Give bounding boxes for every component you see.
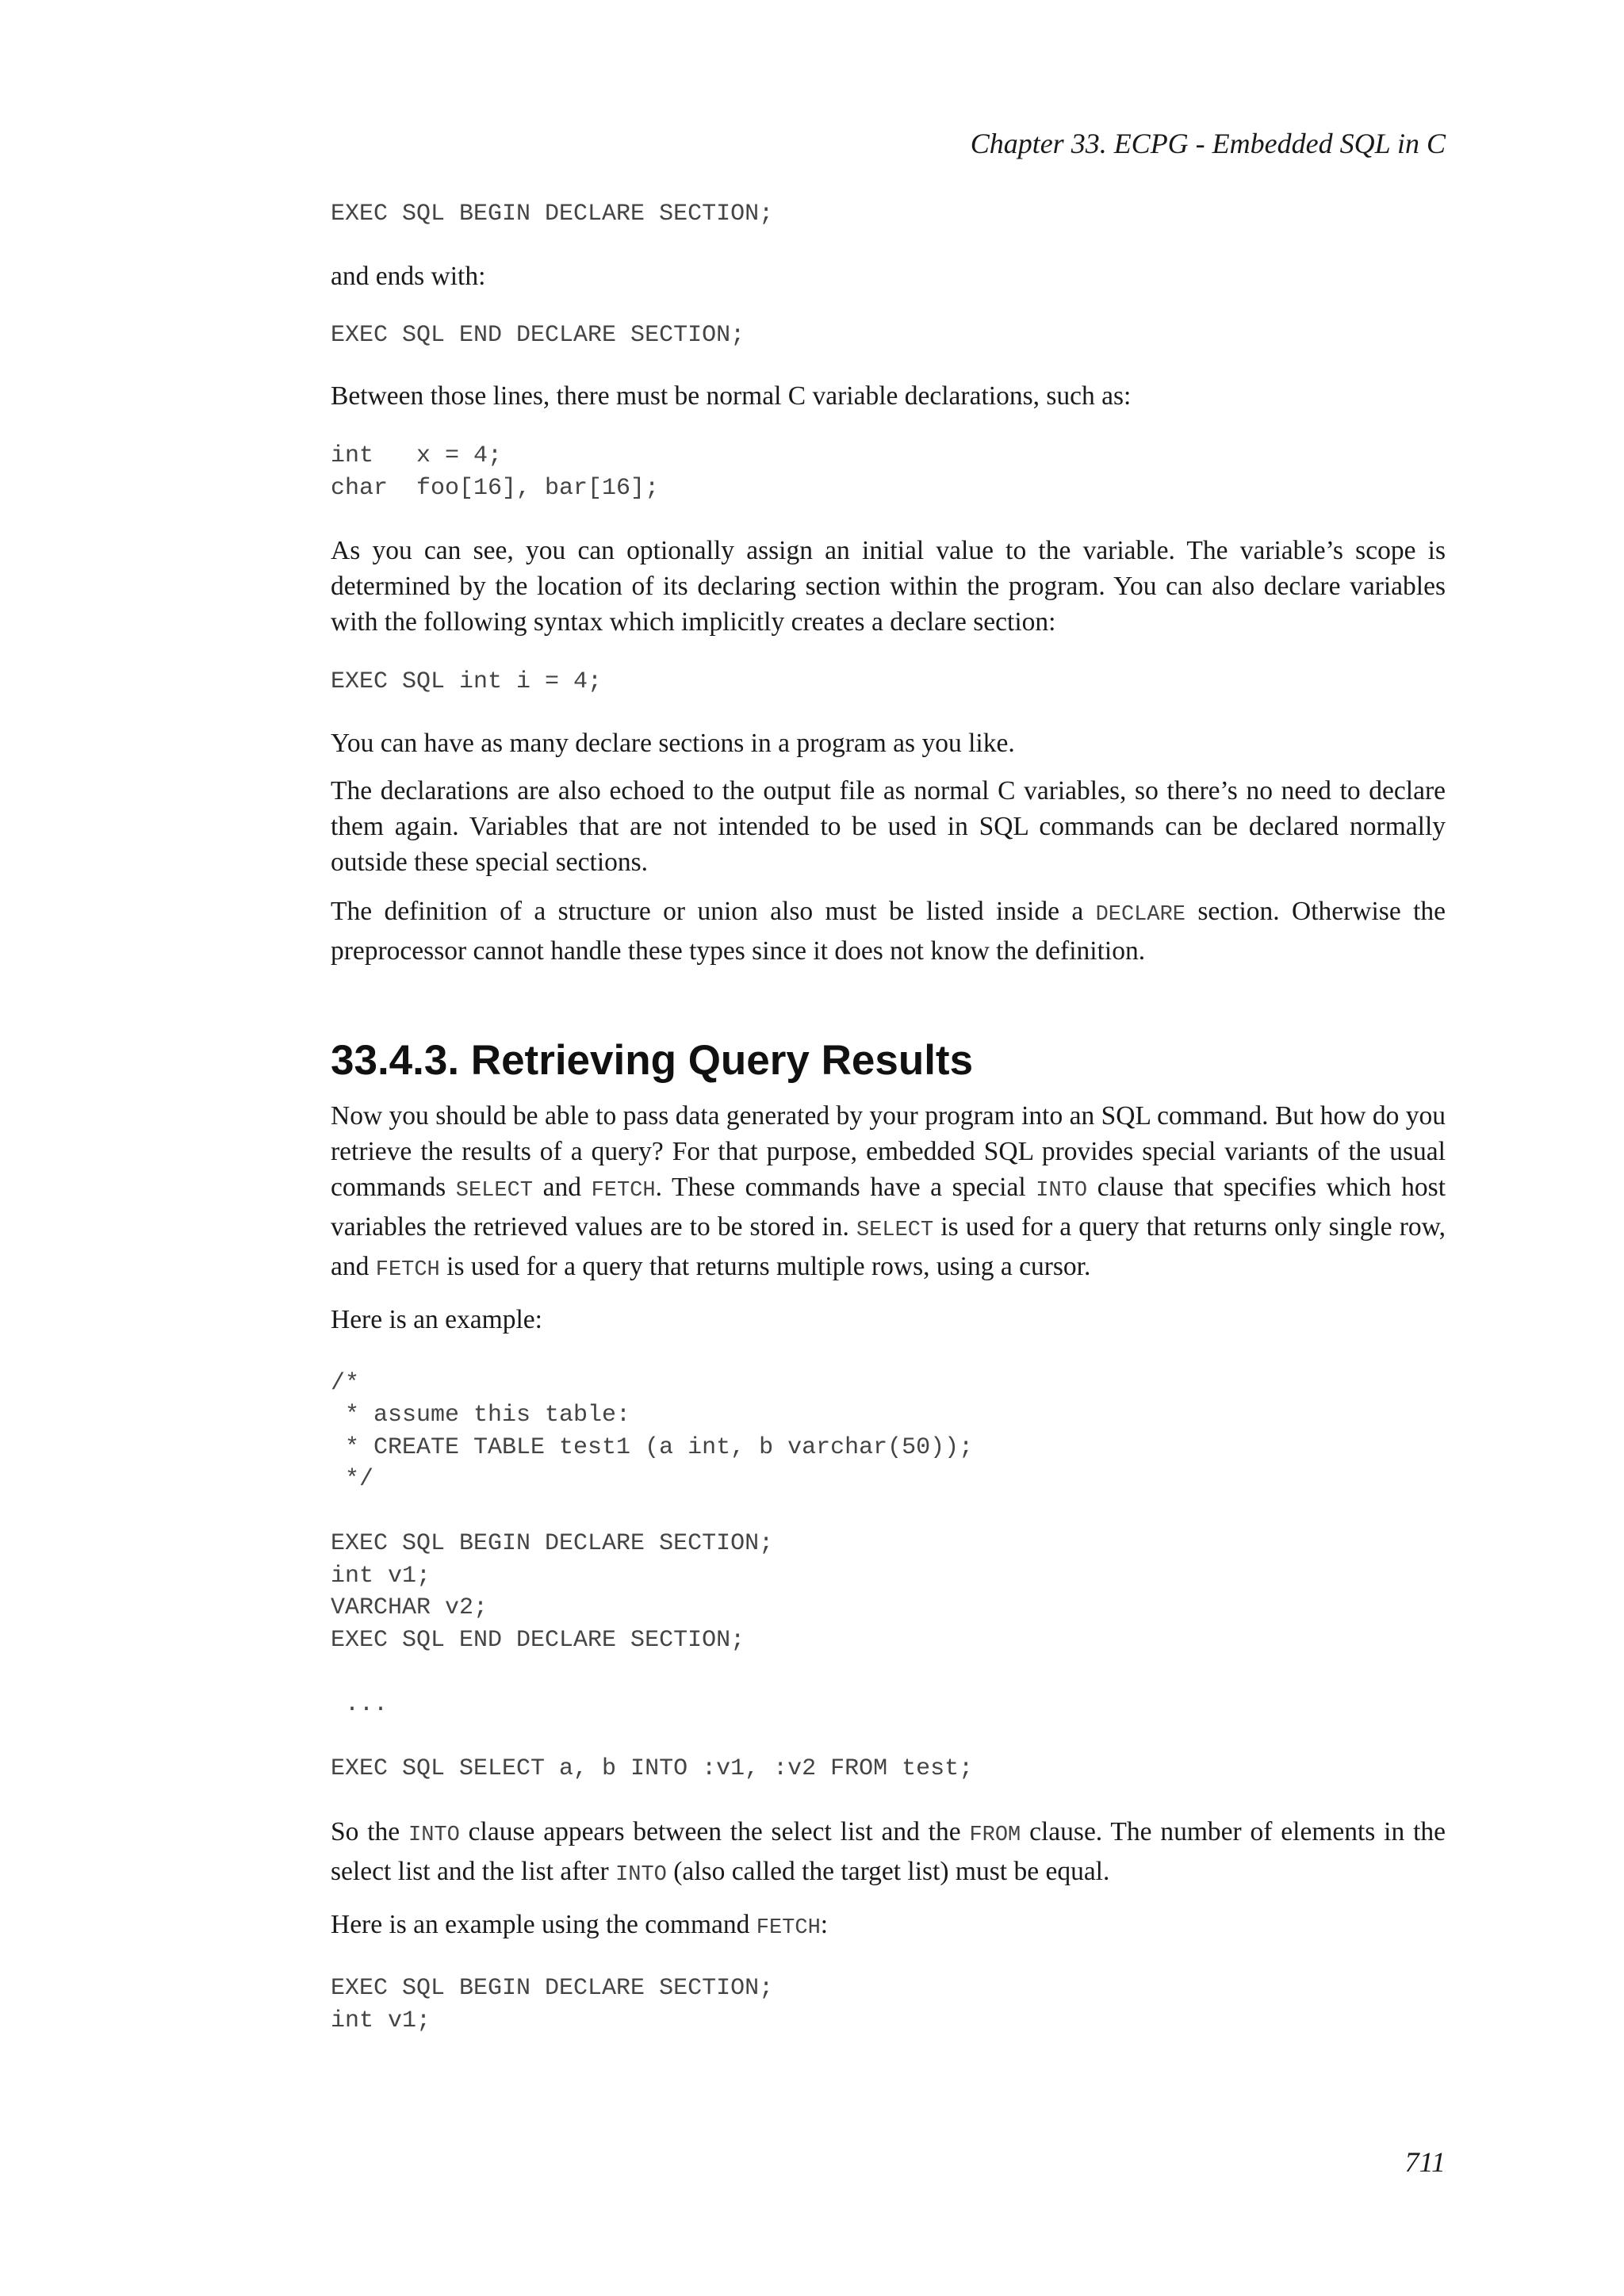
paragraph: Here is an example using the command FETCH: <box>331 1910 829 1940</box>
inline-code: DECLARE <box>1095 902 1185 927</box>
section-heading: 33.4.3. Retrieving Query Results <box>331 1036 974 1084</box>
code-block: EXEC SQL int i = 4; <box>331 668 603 695</box>
paragraph: The declarations are also echoed to the output file as normal C variables, so there’s no need to declare them again. Variables that are not intended to be used in SQL commands can be declared normally outside these special sections. <box>331 775 1446 877</box>
inline-code: INTO <box>615 1863 667 1887</box>
page-number: 711 <box>1404 2146 1446 2178</box>
paragraph: You can have as many declare sections in a program as you like. <box>331 728 1015 758</box>
inline-code: FETCH <box>756 1916 821 1940</box>
inline-code: FETCH <box>591 1178 656 1203</box>
paragraph: The definition of a structure or union also must be listed inside a DECLARE section. Otherwise the preprocessor cannot handle these types since it does not know the definition. <box>331 896 1446 966</box>
page-body <box>331 198 1446 2037</box>
code-block: EXEC SQL BEGIN DECLARE SECTION; <box>331 201 774 228</box>
code-block: /* * assume this table: * CREATE TABLE test1 (a int, b varchar(50)); */ EXEC SQL BEGIN DECLARE SECTION; int v1; VARCHAR v2; EXEC SQL END DECLARE SECTION; ... EXEC SQL SELECT a, b INTO :v1, :v2 FROM test; <box>331 1369 974 1782</box>
paragraph: Between those lines, there must be normal C variable declarations, such as: <box>331 381 1132 411</box>
paragraph: Now you should be able to pass data generated by your program into an SQL command. But how do you retrieve the results of a query? For that purpose, embedded SQL provides special variants of the usual commands SELECT and FETCH. These commands have a special INTO clause that specifies which host variables the retrieved values are to be stored in. SELECT is used for a query that returns only single row, and FETCH is used for a query that returns multiple rows, using a cursor. <box>331 1100 1446 1282</box>
running-header: Chapter 33. ECPG - Embedded SQL in C <box>970 128 1446 159</box>
code-block: EXEC SQL END DECLARE SECTION; <box>331 321 745 349</box>
paragraph: and ends with: <box>331 261 486 291</box>
inline-code: FROM <box>969 1823 1021 1847</box>
paragraph: As you can see, you can optionally assign an initial value to the variable. The variable’s scope is determined by the location of its declaring section within the program. You can also declare variables with the following syntax which implicitly creates a declare section: <box>331 536 1446 637</box>
paragraph: So the INTO clause appears between the select list and the FROM clause. The number of elements in the select list and the list after INTO (also called the target list) must be equal. <box>331 1817 1446 1887</box>
inline-code: INTO <box>1036 1178 1088 1203</box>
inline-code: SELECT <box>856 1218 934 1242</box>
code-block: int x = 4; char foo[16], bar[16]; <box>331 442 660 502</box>
code-block: EXEC SQL BEGIN DECLARE SECTION; int v1; <box>331 1975 774 2034</box>
inline-code: INTO <box>408 1823 460 1847</box>
paragraph: Here is an example: <box>331 1304 542 1334</box>
inline-code: SELECT <box>455 1178 533 1203</box>
inline-code: FETCH <box>375 1257 440 1282</box>
